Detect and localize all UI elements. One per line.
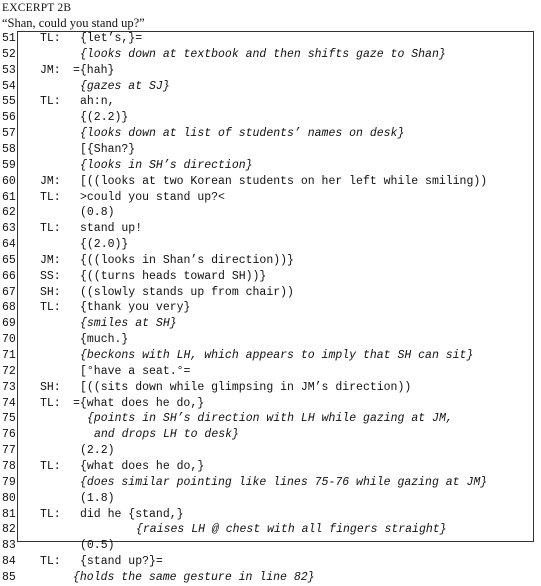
line-number: 73 <box>2 380 16 394</box>
line-number: 68 <box>2 301 16 315</box>
line-number: 79 <box>2 475 16 489</box>
utterance-text: ={hah} <box>73 63 115 77</box>
utterance-text: [{Shan?} <box>80 142 136 156</box>
line-number: 76 <box>2 428 16 442</box>
line-number: 63 <box>2 222 16 236</box>
line-number: 75 <box>2 412 16 426</box>
utterance-text: {stand up?}= <box>80 555 163 569</box>
line-number: 51 <box>2 32 16 45</box>
line-number: 67 <box>2 285 16 299</box>
line-number: 57 <box>2 127 16 141</box>
line-number: 65 <box>2 253 16 267</box>
line-number: 58 <box>2 142 16 156</box>
utterance-text: (1.8) <box>80 491 115 505</box>
line-number: 69 <box>2 317 16 331</box>
transcript-line <box>0 237 541 253</box>
speaker-label: SS: <box>40 269 61 283</box>
speaker-label: SH: <box>40 380 61 394</box>
transcript-line <box>0 110 541 126</box>
transcript-line <box>0 269 541 285</box>
transcript-line <box>0 348 541 364</box>
excerpt-title: “Shan, could you stand up?” <box>2 16 145 30</box>
transcript-line <box>0 158 541 174</box>
line-number: 60 <box>2 174 16 188</box>
nonverbal-annotation: {holds the same gesture in line 82} <box>73 570 315 584</box>
line-number: 54 <box>2 79 16 93</box>
nonverbal-annotation: {beckons with LH, which appears to imply that SH can sit} <box>80 349 474 362</box>
transcript-line <box>0 396 541 412</box>
line-number: 56 <box>2 111 16 125</box>
utterance-text: [((looks at two Korean students on her left while smiling)) <box>80 174 488 188</box>
transcript-line <box>0 522 541 538</box>
utterance-text: ={what does he do,} <box>73 396 205 410</box>
utterance-text: {let’s,}= <box>80 32 143 45</box>
utterance-text: {(2.0)} <box>80 238 129 252</box>
utterance-text: >could you stand up?< <box>80 190 225 204</box>
transcript-line <box>0 221 541 237</box>
line-number: 83 <box>2 539 16 553</box>
transcript-line <box>0 142 541 158</box>
line-number: 71 <box>2 349 16 362</box>
speaker-label: TL: <box>40 95 61 109</box>
nonverbal-annotation: {raises LH @ chest with all fingers straight} <box>136 523 447 537</box>
speaker-label: TL: <box>40 222 61 236</box>
nonverbal-annotation: {looks in SH’s direction} <box>80 158 253 172</box>
line-number: 72 <box>2 364 16 378</box>
speaker-label: TL: <box>40 301 61 315</box>
speaker-label: JM: <box>40 253 61 267</box>
line-number: 80 <box>2 491 16 505</box>
line-number: 82 <box>2 523 16 537</box>
nonverbal-annotation: {does similar pointing like lines 75-76 while gazing at JM} <box>80 475 488 489</box>
transcript-line <box>0 174 541 190</box>
line-number: 84 <box>2 555 16 569</box>
line-number: 70 <box>2 333 16 347</box>
transcript-line <box>0 63 541 79</box>
excerpt-label: EXCERPT 2B <box>2 2 72 14</box>
transcript-line <box>0 380 541 396</box>
utterance-text: (0.5) <box>80 539 115 553</box>
transcript-line <box>0 316 541 332</box>
nonverbal-annotation: {looks down at list of students’ names on desk} <box>80 127 405 141</box>
speaker-label: TL: <box>40 190 61 204</box>
line-number: 78 <box>2 459 16 473</box>
transcript-line <box>0 31 541 47</box>
line-number: 77 <box>2 444 16 458</box>
utterance-text: {((turns heads toward SH))} <box>80 269 267 283</box>
transcript-line <box>0 79 541 95</box>
transcript-line <box>0 554 541 570</box>
transcript-line <box>0 411 541 427</box>
utterance-text: ((slowly stands up from chair)) <box>80 285 294 299</box>
transcript-line <box>0 205 541 221</box>
nonverbal-annotation: {looks down at textbook and then shifts gaze to Shan} <box>80 47 446 61</box>
speaker-label: TL: <box>40 507 61 521</box>
transcript-line <box>0 364 541 380</box>
line-number: 55 <box>2 95 16 109</box>
speaker-label: TL: <box>40 396 61 410</box>
utterance-text: stand up! <box>80 222 143 236</box>
line-number: 64 <box>2 238 16 252</box>
transcript-line <box>0 507 541 523</box>
utterance-text: {much.} <box>80 333 129 347</box>
transcript-line <box>0 300 541 316</box>
transcript-line <box>0 253 541 269</box>
utterance-text: [((sits down while glimpsing in JM’s direction)) <box>80 380 412 394</box>
utterance-text: (2.2) <box>80 444 115 458</box>
transcript-line <box>0 570 541 586</box>
speaker-label: TL: <box>40 459 61 473</box>
utterance-text: did he {stand,} <box>80 507 184 521</box>
utterance-text: {what does he do,} <box>80 459 205 473</box>
nonverbal-annotation: {gazes at SJ} <box>80 79 170 93</box>
line-number: 81 <box>2 507 16 521</box>
line-number: 62 <box>2 206 16 220</box>
nonverbal-annotation: {smiles at SH} <box>80 317 177 331</box>
transcript-line <box>0 332 541 348</box>
speaker-label: SH: <box>40 285 61 299</box>
speaker-label: JM: <box>40 174 61 188</box>
line-number: 66 <box>2 269 16 283</box>
transcript-line <box>0 443 541 459</box>
transcript-line <box>0 47 541 63</box>
nonverbal-annotation: {points in SH’s direction with LH while gazing at JM, <box>87 412 453 426</box>
utterance-text: (0.8) <box>80 206 115 220</box>
transcript-line <box>0 475 541 491</box>
transcript-line <box>0 285 541 301</box>
transcript-line <box>0 126 541 142</box>
transcript-line <box>0 190 541 206</box>
transcript-line <box>0 459 541 475</box>
utterance-text: [°have a seat.°= <box>80 364 191 378</box>
utterance-text: {thank you very} <box>80 301 191 315</box>
line-number: 61 <box>2 190 16 204</box>
line-number: 85 <box>2 570 16 584</box>
nonverbal-annotation: and drops LH to desk} <box>94 428 239 442</box>
line-number: 53 <box>2 63 16 77</box>
line-number: 74 <box>2 396 16 410</box>
speaker-label: JM: <box>40 63 61 77</box>
transcript-line <box>0 491 541 507</box>
speaker-label: TL: <box>40 32 61 45</box>
speaker-label: TL: <box>40 555 61 569</box>
transcript-line <box>0 427 541 443</box>
line-number: 52 <box>2 47 16 61</box>
transcript-line <box>0 94 541 110</box>
utterance-text: ah:n, <box>80 95 115 109</box>
utterance-text: {(2.2)} <box>80 111 129 125</box>
line-number: 59 <box>2 158 16 172</box>
utterance-text: {((looks in Shan’s direction))} <box>80 253 294 267</box>
transcript-line <box>0 538 541 554</box>
